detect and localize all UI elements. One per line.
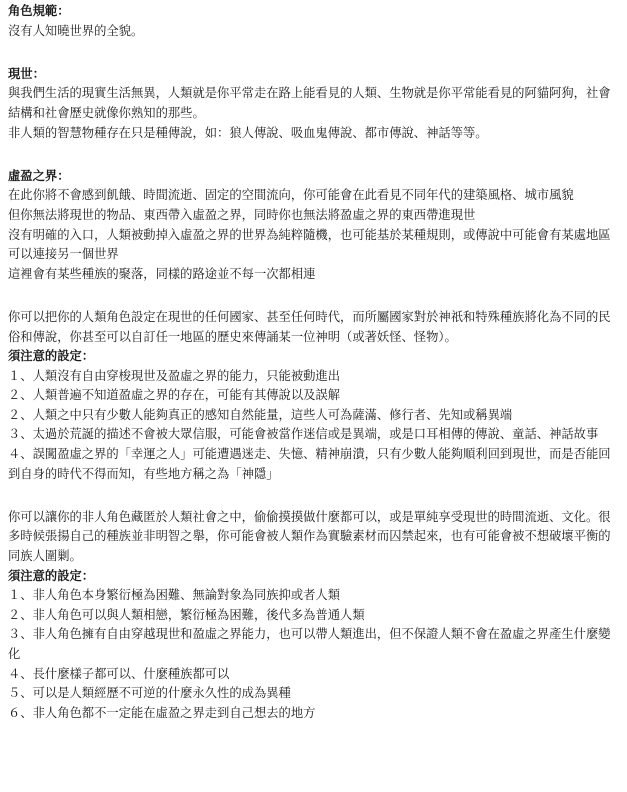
paragraph: 在此你將不會感到飢餓、時間流逝、固定的空間流向，你可能會在此看見不同年代的建築風格、城市風貌 [8, 188, 574, 203]
list-item: ３、太過於荒誕的描述不會被大眾信服，可能會被當作迷信或是異端，或是口耳相傳的傳說、童話、神話故事 [8, 427, 599, 442]
list-item: ２、人類之中只有少數人能夠真正的感知自然能量，這些人可為薩滿、修行者、先知或稱異端 [8, 407, 513, 422]
list-item: ４、誤闖盈虛之界的「幸運之人」可能遭遇迷走、失憶、精神崩潰，只有少數人能夠順利回到現世，而是否能回到自身的時代不得而知，有些地方稱之為「神隱」 [8, 447, 611, 481]
paragraph: 非人類的智慧物種存在只是種傳說，如：狼人傳說、吸血鬼傳說、都市傳說、神話等等。 [8, 125, 488, 140]
spacer [8, 143, 621, 163]
spacer [8, 484, 621, 504]
spacer [8, 41, 621, 61]
paragraph: 但你無法將現世的物品、東西帶入虛盈之界，同時你也無法將盈虛之界的東西帶進現世 [8, 207, 476, 222]
subheading-human-notes: 須注意的設定： [8, 349, 95, 364]
list-item: ６、非人角色都不一定能在虛盈之界走到自己想去的地方 [8, 705, 316, 720]
paragraph: 這裡會有某些種族的聚落，同樣的路途並不每一次都相連 [8, 266, 316, 281]
list-item: ４、長什麼樣子都可以、什麼種族都可以 [8, 666, 230, 681]
list-item: ２、人類普遍不知道盈虛之界的存在，可能有其傳說以及誤解 [8, 388, 341, 403]
list-item: ３、非人角色擁有自由穿越現世和盈虛之界能力，也可以帶人類進出，但不保證人類不會在盈虛之界產生什麼變化 [8, 627, 611, 661]
paragraph: 你可以讓你的非人角色藏匿於人類社會之中，偷偷摸摸做什麼都可以，或是單純享受現世的時間流逝、文化。很多時候張揚自己的種族並非明智之舉，你可能會被人類作為實驗素材而囚禁起來，也有可能會被不想破壞平衡的同族人圍剿。 [8, 509, 611, 564]
list-item: ２、非人角色可以與人類相戀，繁衍極為困難，後代多為普通人類 [8, 607, 365, 622]
paragraph: 你可以把你的人類角色設定在現世的任何國家、甚至任何時代，而所屬國家對於神祇和特殊種族將化為不同的民俗和傳說，你甚至可以自訂任一地區的歷史來傳誦某一位神明（或著妖怪、怪物）。 [8, 309, 611, 344]
subheading-nonhuman-notes: 須注意的設定： [8, 568, 95, 583]
section-heading-reality: 現世： [8, 66, 45, 81]
paragraph: 沒有明確的入口，人類被動掉入虛盈之界的世界為純粹隨機，也可能基於某種規則，或傳說中可能會有某處地區可以連接另一個世界 [8, 227, 611, 262]
list-item: １、非人角色本身繁衍極為困難、無論對象為同族抑或者人類 [8, 588, 341, 603]
paragraph: 沒有人知曉世界的全貌。 [8, 23, 144, 38]
list-item: １、人類沒有自由穿梭現世及盈虛之界的能力，只能被動進出 [8, 368, 341, 383]
section-heading-rule: 角色規範： [8, 4, 70, 18]
section-heading-void: 虛盈之界： [8, 168, 70, 183]
paragraph: 與我們生活的現實生活無異，人類就是你平常走在路上能看見的人類、生物就是你平常能看見的阿貓阿狗，社會結構和社會歷史就像你熟知的那些。 [8, 86, 611, 120]
spacer [8, 284, 621, 304]
list-item: ５、可以是人類經歷不可逆的什麼永久性的成為異種 [8, 686, 291, 701]
